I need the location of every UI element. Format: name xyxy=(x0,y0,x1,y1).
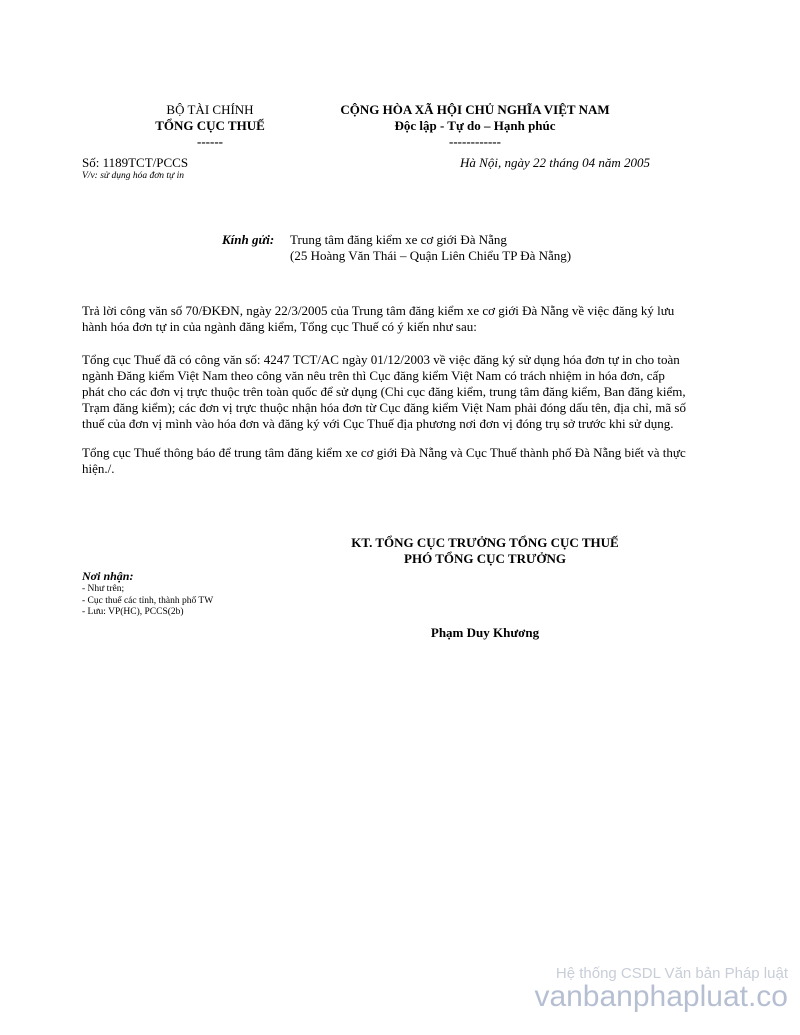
paragraph-line: Tổng cục Thuế thông báo để trung tâm đăng kiểm xe cơ giới Đà Nẵng và Cục Thuế thành phố Đà Nẵng biết và thực xyxy=(82,445,686,460)
paragraph-line: thuế của đơn vị mình vào hóa đơn và đăng ký với Cục Thuế địa phương nơi đơn vị đóng trụ sở trước khi sử dụng. xyxy=(82,416,674,431)
watermark-site-name: vanbanphapluat.co xyxy=(534,980,788,1013)
document-subject: V/v: sử dụng hóa đơn tự in xyxy=(82,171,184,181)
left-header-separator: ------ xyxy=(197,134,223,149)
paragraph-line: ngành Đăng kiểm Việt Nam theo công văn nêu trên thì Cục đăng kiểm Việt Nam có trách nhiệm in hóa đơn, cấp xyxy=(82,368,665,383)
recipients-list-title: Nơi nhận: xyxy=(82,569,134,583)
department-name: TỔNG CỤC THUẾ xyxy=(155,118,265,133)
signer-name: Phạm Duy Khương xyxy=(430,625,540,640)
watermark-caption: Hệ thống CSDL Văn bản Pháp luật xyxy=(555,965,788,982)
place-and-date: Hà Nội, ngày 22 tháng 04 năm 2005 xyxy=(460,155,650,170)
paragraph-line: Tổng cục Thuế đã có công văn số: 4247 TCT/AC ngày 01/12/2003 về việc đăng ký sử dụng hóa đơn tự in cho toàn xyxy=(82,352,680,367)
issuing-agency-header xyxy=(110,102,310,150)
national-motto-header xyxy=(310,102,640,150)
recipient-block xyxy=(290,232,710,264)
recipients-list-item: - Như trên; xyxy=(82,584,125,594)
recipients-list-item: - Cục thuế các tỉnh, thành phố TW xyxy=(82,595,214,606)
body-paragraph-3 xyxy=(82,445,702,477)
recipients-list xyxy=(82,584,332,619)
paragraph-line: Trạm đăng kiểm); các đơn vị trực thuộc nhận hóa đơn từ Cục đăng kiểm Việt Nam phải đóng dấu tên, địa chỉ, mã số xyxy=(82,400,686,415)
recipient-label: Kính gửi: xyxy=(222,232,275,247)
recipient-address: (25 Hoàng Văn Thái – Quận Liên Chiểu TP Đà Nẵng) xyxy=(290,248,572,263)
body-paragraph-1 xyxy=(82,303,702,335)
ministry-name: BỘ TÀI CHÍNH xyxy=(166,102,254,117)
country-name: CỘNG HÒA XÃ HỘI CHỦ NGHĨA VIỆT NAM xyxy=(340,102,610,117)
signature-title-line1: KT. TỔNG CỤC TRƯỞNG TỔNG CỤC THUẾ xyxy=(351,535,619,550)
paragraph-line: Trả lời công văn số 70/ĐKĐN, ngày 22/3/2005 của Trung tâm đăng kiểm xe cơ giới Đà Nẵng về việc đăng ký lưu xyxy=(82,303,675,318)
signature-title-line2: PHÓ TỔNG CỤC TRƯỞNG xyxy=(404,551,566,566)
paragraph-line: phát cho các đơn vị trực thuộc trên toàn quốc để sử dụng (Chi cục đăng kiểm, trung tâm đăng kiểm, Ban đăng kiểm, xyxy=(82,384,686,399)
national-motto: Độc lập - Tự do – Hạnh phúc xyxy=(394,118,556,133)
right-header-separator: ------------ xyxy=(449,134,501,149)
signature-title xyxy=(310,535,660,567)
recipients-list-item: - Lưu: VP(HC), PCCS(2b) xyxy=(82,607,184,617)
body-paragraph-2 xyxy=(82,352,702,432)
document-number: Số: 1189TCT/PCCS xyxy=(82,155,189,170)
paragraph-line: hành hóa đơn tự in của ngành đăng kiểm, Tổng cục Thuế có ý kiến như sau: xyxy=(82,319,477,334)
recipient-name: Trung tâm đăng kiểm xe cơ giới Đà Nẵng xyxy=(290,232,507,247)
paragraph-line: hiện./. xyxy=(82,461,115,476)
